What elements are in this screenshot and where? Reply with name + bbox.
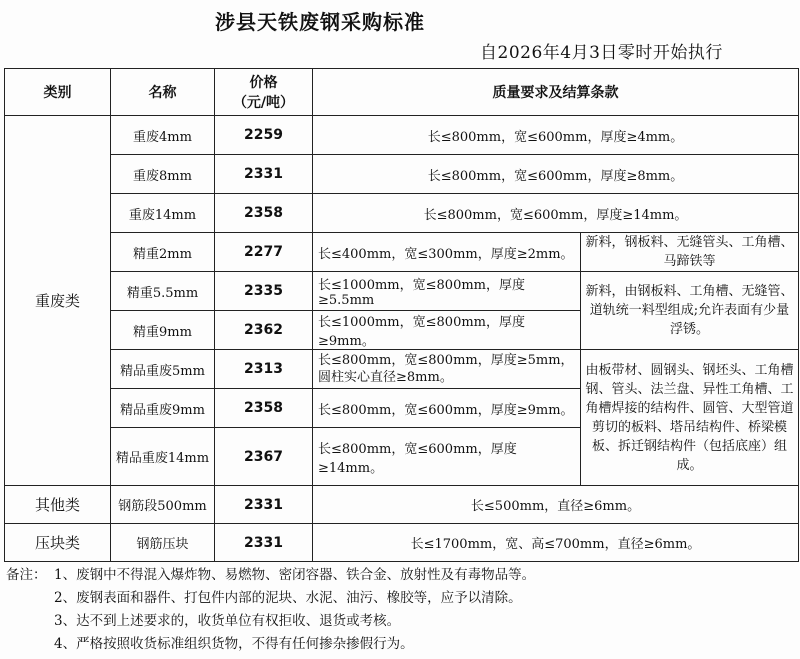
item-name: 重废8mm <box>111 155 215 194</box>
item-spec: 长≤1700mm，宽、高≤700mm，直径≥6mm。 <box>313 524 799 562</box>
item-name: 精重5.5mm <box>111 272 215 311</box>
item-spec: 长≤800mm，宽≤600mm，厚度≥14mm。 <box>313 194 799 233</box>
effective-date: 自2026年4月3日零时开始执行 <box>480 43 723 63</box>
category-heavy: 重废类 <box>5 116 111 486</box>
item-name: 精重9mm <box>111 311 215 350</box>
item-spec: 长≤500mm，直径≥6mm。 <box>313 486 799 524</box>
item-price: 2313 <box>215 350 313 389</box>
table-row <box>5 155 799 194</box>
item-name: 精品重废9mm <box>111 389 215 428</box>
item-name: 钢筋压块 <box>111 524 215 562</box>
table-row <box>5 272 799 311</box>
remark-text: 3、达不到上述要求的，收货单位有权拒收、退货或考核。 <box>54 613 401 629</box>
item-price: 2358 <box>215 194 313 233</box>
category-other: 其他类 <box>5 486 111 524</box>
table-row <box>5 350 799 389</box>
item-spec: 长≤400mm，宽≤300mm，厚度≥2mm。 <box>313 233 581 272</box>
header-price-line2: （元/吨） <box>232 95 295 111</box>
item-name: 精品重废5mm <box>111 350 215 389</box>
remarks-label: 备注： <box>6 567 47 583</box>
item-price: 2331 <box>215 155 313 194</box>
item-name: 重废4mm <box>111 116 215 155</box>
item-name: 重废14mm <box>111 194 215 233</box>
remark-item <box>6 564 794 587</box>
item-note-strip-material: 由板带材、圆钢头、钢坯头、工角槽钢、管头、法兰盘、异性工角槽、工角槽焊接的结构件、圆管、大型管道剪切的板料、塔吊结构件、桥梁模板、拆迁钢结构件（包括底座）组成。 <box>581 350 799 486</box>
table-row <box>5 194 799 233</box>
remark-text: 4、严格按照收货标准组织货物，不得有任何掺杂掺假行为。 <box>54 636 414 652</box>
item-price: 2335 <box>215 272 313 311</box>
item-price: 2331 <box>215 486 313 524</box>
item-price: 2331 <box>215 524 313 562</box>
table-row <box>5 524 799 562</box>
item-price: 2362 <box>215 311 313 350</box>
item-spec: 长≤1000mm，宽≤800mm，厚度≥5.5mm <box>313 272 581 311</box>
remark-text: 2、废钢表面和器件、打包件内部的泥块、水泥、油污、橡胶等，应予以清除。 <box>54 590 522 606</box>
price-table <box>4 68 799 562</box>
item-spec: 长≤800mm，宽≤800mm，厚度≥5mm，圆柱实心直径≥8mm。 <box>313 350 581 389</box>
item-name: 精重2mm <box>111 233 215 272</box>
item-price: 2277 <box>215 233 313 272</box>
item-spec: 长≤800mm，宽≤600mm，厚度≥4mm。 <box>313 116 799 155</box>
item-note-new-material: 新料，钢板料、无缝管头、工角槽、马蹄铁等 <box>581 233 799 272</box>
item-spec: 长≤1000mm，宽≤800mm，厚度≥9mm。 <box>313 311 581 350</box>
item-price: 2367 <box>215 428 313 486</box>
item-name: 钢筋段500mm <box>111 486 215 524</box>
table-row <box>5 116 799 155</box>
remark-item <box>6 610 794 633</box>
item-name: 精品重废14mm <box>111 428 215 486</box>
document-title: 涉县天铁废钢采购标准 <box>215 10 425 34</box>
item-note-plate-material: 新料，由钢板料、工角槽、无缝管、道轨统一料型组成;允许表面有少量浮锈。 <box>581 272 799 350</box>
remark-item <box>6 587 794 610</box>
remark-text: 1、废钢中不得混入爆炸物、易燃物、密闭容器、铁合金、放射性及有毒物品等。 <box>54 567 536 583</box>
table-header-row <box>5 69 799 116</box>
table-row <box>5 233 799 272</box>
category-block: 压块类 <box>5 524 111 562</box>
header-category: 类别 <box>5 69 111 116</box>
header-name: 名称 <box>111 69 215 116</box>
remarks <box>6 564 794 656</box>
item-spec: 长≤800mm，宽≤600mm，厚度≥14mm。 <box>313 428 581 486</box>
table-row <box>5 486 799 524</box>
item-price: 2358 <box>215 389 313 428</box>
header-price <box>215 69 313 116</box>
remark-item <box>6 633 794 656</box>
item-spec: 长≤800mm，宽≤600mm，厚度≥9mm。 <box>313 389 581 428</box>
header-terms: 质量要求及结算条款 <box>313 69 799 116</box>
item-spec: 长≤800mm，宽≤600mm，厚度≥8mm。 <box>313 155 799 194</box>
header-price-line1: 价格 <box>249 75 278 91</box>
item-price: 2259 <box>215 116 313 155</box>
